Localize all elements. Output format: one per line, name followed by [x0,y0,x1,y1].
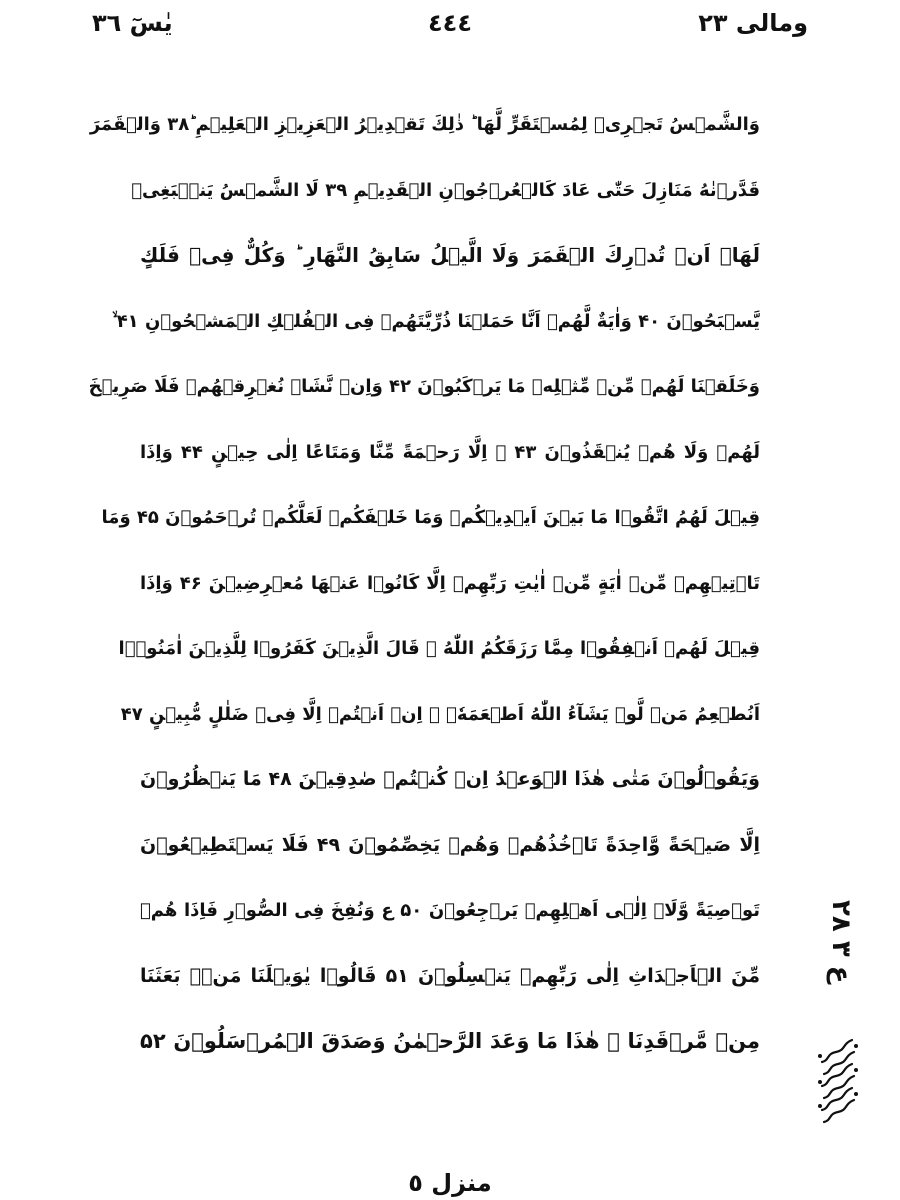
quran-text-block [88,92,760,1075]
verse-line: لَهُمۡ وَلَا هُمۡ یُنۡقَذُوۡنَ ۴۳ ۙ اِلَّا رَحۡمَةً مِّنَّا وَمَتَاعًا اِلٰی حِیۡنٍ ۴۴ وَاِذَا [140,441,760,463]
verse-line: وَالشَّمۡسُ تَجۡرِیۡ لِمُسۡتَقَرٍّ لَّهَا ؕ ذٰلِكَ تَقۡدِیۡرُ الۡعَزِیۡزِ الۡعَلِیۡمِ ؕ۳۸ وَالۡقَمَرَ [89,114,760,135]
verse-line: وَخَلَقۡنَا لَهُمۡ مِّنۡ مِّثۡلِهٖ مَا یَرۡكَبُوۡنَ ۴۲ وَاِنۡ نَّشَاۡ نُغۡرِقۡهُمۡ فَلَا صَرِیۡخَ [88,376,760,397]
manzil-footer: منزل ٥ [408,1169,492,1197]
verse-line: قَدَّرۡنٰهُ مَنَازِلَ حَتّٰی عَادَ كَالۡعُرۡجُوۡنِ الۡقَدِیۡمِ ۳۹ لَا الشَّمۡسُ یَنۡۢبَغِیۡ [131,179,760,201]
ruku-marker: ع ٣ ٢٨ [826,900,856,984]
margin-annotation-ornament [812,1036,862,1124]
verse-line: تَاۡتِیۡهِمۡ مِّنۡ اٰیَةٍ مِّنۡ اٰیٰتِ رَبِّهِمۡ اِلَّا كَانُوۡا عَنۡهَا مُعۡرِضِیۡنَ ۴۶ وَاِذَا [140,572,760,594]
verse-line: لَهَاۤ اَنۡ تُدۡرِكَ الۡقَمَرَ وَلَا الَّیۡلُ سَابِقُ النَّهَارِ ؕ وَكُلٌّ فِیۡ فَلَكٍ [140,243,760,267]
verse-line: تَوۡصِیَةً وَّلَاۤ اِلٰۤی اَهۡلِهِمۡ یَرۡجِعُوۡنَ ۵۰ ع وَنُفِخَ فِی الصُّوۡرِ فَاِذَا هُمۡ [140,900,760,921]
verse-line: مِنۡ مَّرۡقَدِنَا ۜ هٰذَا مَا وَعَدَ الرَّحۡمٰنُ وَصَدَقَ الۡمُرۡسَلُوۡنَ ۵۲ [140,1029,760,1053]
page-number: ٤٤٤ [428,9,472,37]
juz-name-header: ومالی ٢٣ [698,9,808,37]
verse-line: اِلَّا صَیۡحَةً وَّاحِدَةً تَاۡخُذُهُمۡ وَهُمۡ یَخِصِّمُوۡنَ ۴۹ فَلَا یَسۡتَطِیۡعُوۡنَ [140,833,760,856]
surah-name-header: یٰسٓ ٣٦ [92,9,173,37]
verse-line: مِّنَ الۡاَجۡدَاثِ اِلٰی رَبِّهِمۡ یَنۡسِلُوۡنَ ۵۱ قَالُوۡا یٰوَیۡلَنَا مَنۡۢ بَعَثَنَا [140,964,760,987]
verse-line: قِیۡلَ لَهُمۡ اَنۡفِقُوۡا مِمَّا رَزَقَكُمُ اللّٰهُ ۙ قَالَ الَّذِیۡنَ كَفَرُوۡا لِلَّذِیۡنَ اٰمَنُوۡۤا [118,638,760,659]
page-header [0,6,900,40]
verse-line: وَیَقُوۡلُوۡنَ مَتٰی هٰذَا الۡوَعۡدُ اِنۡ كُنۡتُمۡ صٰدِقِیۡنَ ۴۸ مَا یَنۡظُرُوۡنَ [140,768,760,790]
verse-line: اَنُطۡعِمُ مَنۡ لَّوۡ یَشَآءُ اللّٰهُ اَطۡعَمَهٗۤ ۖ اِنۡ اَنۡتُمۡ اِلَّا فِیۡ ضَلٰلٍ مُّبِیۡنٍ ۴۷ [120,703,760,725]
verse-line: قِیۡلَ لَهُمُ اتَّقُوۡا مَا بَیۡنَ اَیۡدِیۡكُمۡ وَمَا خَلۡفَكُمۡ لَعَلَّكُمۡ تُرۡحَمُوۡنَ ۴۵ وَمَا [101,507,760,528]
verse-line: یَّسۡبَحُوۡنَ ۴۰ وَاٰیَةٌ لَّهُمۡ اَنَّا حَمَلۡنَا ذُرِّیَّتَهُمۡ فِی الۡفُلۡكِ الۡمَشۡحُوۡنِ ۴۱ ۙ [112,310,760,332]
